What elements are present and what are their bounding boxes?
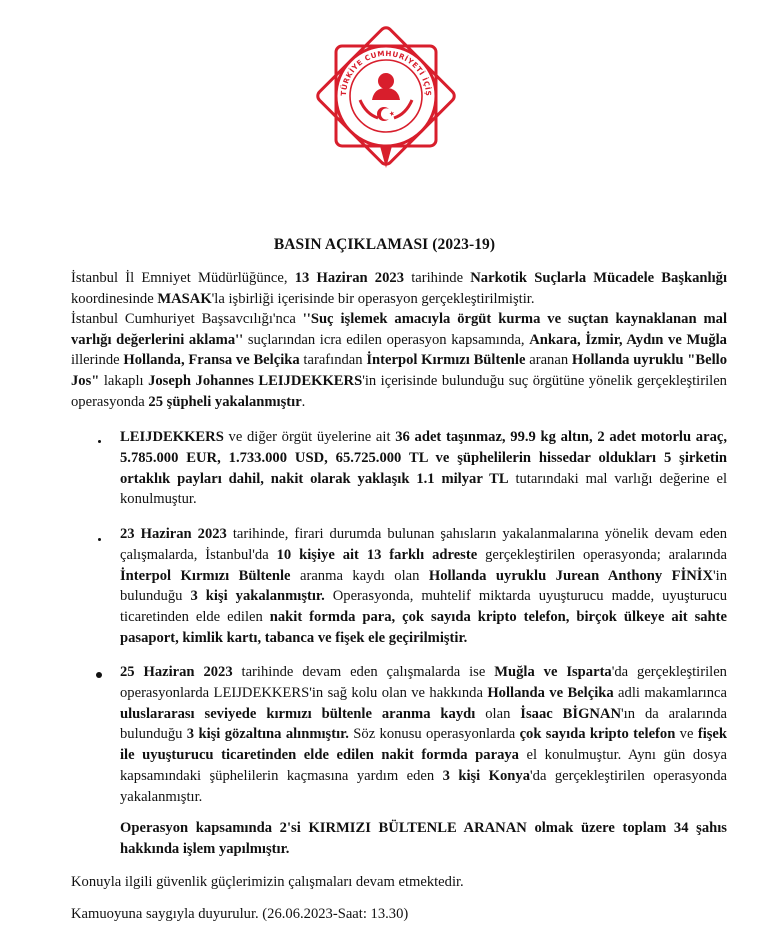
bullet-text: el konulmuştur. Aynı gün dosya kapsamındaki şüphelilerin kaçmasına yardım eden <box>120 747 727 784</box>
bullet-text-bold: çok sayıda kripto telefon <box>519 726 676 743</box>
bullet-text-bold: LEIJDEKKERS <box>120 429 224 445</box>
intro-text: tarihinde <box>404 270 471 286</box>
intro-text: illerinde <box>71 352 124 369</box>
bullet-text: tutarındaki mal varlığı değerine el konulmuştur. <box>120 470 727 508</box>
intro-text: 'in içerisinde bulunduğu suç örgütüne yönelik gerçekleştirilen operasyonda <box>71 372 727 410</box>
summary-paragraph: Operasyon kapsamında 2'si KIRMIZI BÜLTENLE ARANAN olmak üzere toplam 34 şahıs hakkında işlem yapılmıştır. <box>120 820 727 857</box>
ministry-seal <box>316 18 456 188</box>
bullet-june23 <box>120 524 727 649</box>
intro-masak: MASAK <box>157 290 212 307</box>
intro-text: İstanbul İl Emniyet Müdürlüğünce, <box>71 270 295 286</box>
bullet-text: tarihinde, firari durumda bulunan şahısların yakalanmalarına yönelik devam eden çalışmalarda, İstanbul'da <box>120 526 727 563</box>
intro-text: suçlarından icra edilen operasyon kapsamında, <box>243 331 530 348</box>
bullet-text: 'da gerçekleştirilen operasyonda yakalanmıştır. <box>120 767 728 805</box>
bullet-text: ve <box>675 726 698 743</box>
page-title: BASIN AÇIKLAMASI (2023-19) <box>273 236 496 253</box>
intro-countries: Hollanda, Fransa ve Belçika <box>123 352 300 369</box>
bullet-text: olan <box>475 705 521 722</box>
bullet-marker <box>96 672 102 678</box>
bullet-text: 'da gerçekleştirilen operasyonlarda LEIJDEKKERS'in sağ kolu olan ve hakkında <box>120 664 727 701</box>
bullet-text-bold: Hollanda ve Belçika <box>487 684 614 701</box>
bullet-text-bold: İsaac BİGNAN <box>520 705 622 722</box>
bullet-text: aranma kaydı olan <box>290 567 429 584</box>
intro-date: 13 Haziran 2023 <box>294 270 404 286</box>
bullet-text: 'ın da aralarında bulunduğu <box>120 705 727 743</box>
bullet-text-bold: Hollanda uyruklu Jurean Anthony FİNİX <box>428 567 714 584</box>
closing-announcement: Kamuoyuna saygıyla duyurulur. (26.06.2023-Saat: 13.30) <box>71 906 409 922</box>
bullet-text: adli makamlarınca <box>613 684 727 701</box>
intro-text: lakaplı <box>99 372 149 389</box>
bullet-seizure <box>120 427 727 510</box>
bullet-text-bold: İnterpol Kırmızı Bültenle <box>120 567 291 584</box>
bullet-text-bold: 3 kişi yakalanmıştır. <box>190 588 325 605</box>
intro-text: . <box>301 393 306 410</box>
intro-text: aranan <box>525 352 572 369</box>
intro-interpol: İnterpol Kırmızı Bültenle <box>366 352 526 369</box>
intro-text: 'la işbirliği içerisinde bir operasyon gerçekleştirilmiştir. <box>211 290 535 307</box>
bullet-marker <box>98 538 101 541</box>
bullet-text: gerçekleştirilen operasyonda; aralarında <box>477 546 727 563</box>
seal-text: TÜRKİYE CUMHURİYETİ İÇİŞ <box>338 48 434 97</box>
bullet-text-bold: Muğla ve Isparta <box>494 664 612 680</box>
intro-text: İstanbul Cumhuriyet Başsavcılığı'nca <box>71 311 303 328</box>
bullet-text-bold: 3 kişi Konya <box>442 767 531 784</box>
bullet-text-bold: 23 Haziran 2023 <box>120 526 227 542</box>
intro-text: koordinesinde <box>71 290 158 307</box>
bullet-text: 'in bulunduğu <box>120 567 727 605</box>
intro-paragraph <box>71 268 727 412</box>
bullet-text-bold: uluslararası seviyede kırmızı bültenle aranma kaydı <box>120 705 476 722</box>
bullet-text-bold: 36 adet taşınmaz, 99.9 kg altın, 2 adet motorlu araç, 5.785.000 EUR, 1.733.000 USD, 65.725.000 TL ve şüphelilerin hissedar oldukları 5 şirketin ortaklık payları dahil, nakit olarak yaklaşık 1.1 milyar TL <box>120 429 727 487</box>
bullet-text: ve diğer örgüt üyelerine ait <box>223 429 396 445</box>
intro-nationality: Hollanda uyruklu "Bello Jos" <box>71 352 727 389</box>
intro-suspect-name: Joseph Johannes LEIJDEKKERS <box>148 372 363 389</box>
closing-statement: Konuyla ilgili güvenlik güçlerimizin çalışmaları devam etmektedir. <box>71 874 464 890</box>
bullet-june25 <box>120 662 727 808</box>
bullet-marker <box>98 440 101 443</box>
bullet-text-bold: 10 kişiye ait 13 farklı adreste <box>276 546 478 563</box>
bullet-text-bold: 3 kişi gözaltına alınmıştır. <box>186 726 349 743</box>
bullet-text: Operasyonda, muhtelif miktarda uyuşturucu madde, uyuşturucu ticaretinden elde edilen <box>120 588 727 626</box>
bullet-text: Söz konusu operasyonlarda <box>348 726 520 743</box>
bullet-text-bold: 25 Haziran 2023 <box>120 664 233 680</box>
intro-charge: ''Suç işlemek amacıyla örgüt kurma ve suçtan kaynaklanan mal varlığı değerlerini aklama'' <box>71 311 727 348</box>
ministry-seal-icon <box>316 18 456 188</box>
intro-cities: Ankara, İzmir, Aydın ve Muğla <box>529 331 727 348</box>
bullet-text-bold: nakit formda para, çok sayıda kripto telefon, birçok ülkeye ait sahte pasaport, kimlik kartı, tabanca ve fişek ele geçirilmiştir. <box>120 609 728 646</box>
intro-arrests: 25 şüpheli yakalanmıştır <box>148 393 302 410</box>
bullet-text-bold: fişek ile uyuşturucu ticaretinden elde edilen nakit formda paraya <box>120 726 728 764</box>
intro-department: Narkotik Suçlarla Mücadele Başkanlığı <box>470 270 727 286</box>
intro-text: tarafından <box>299 352 367 369</box>
bullet-text: tarihinde devam eden çalışmalarda ise <box>232 664 495 680</box>
